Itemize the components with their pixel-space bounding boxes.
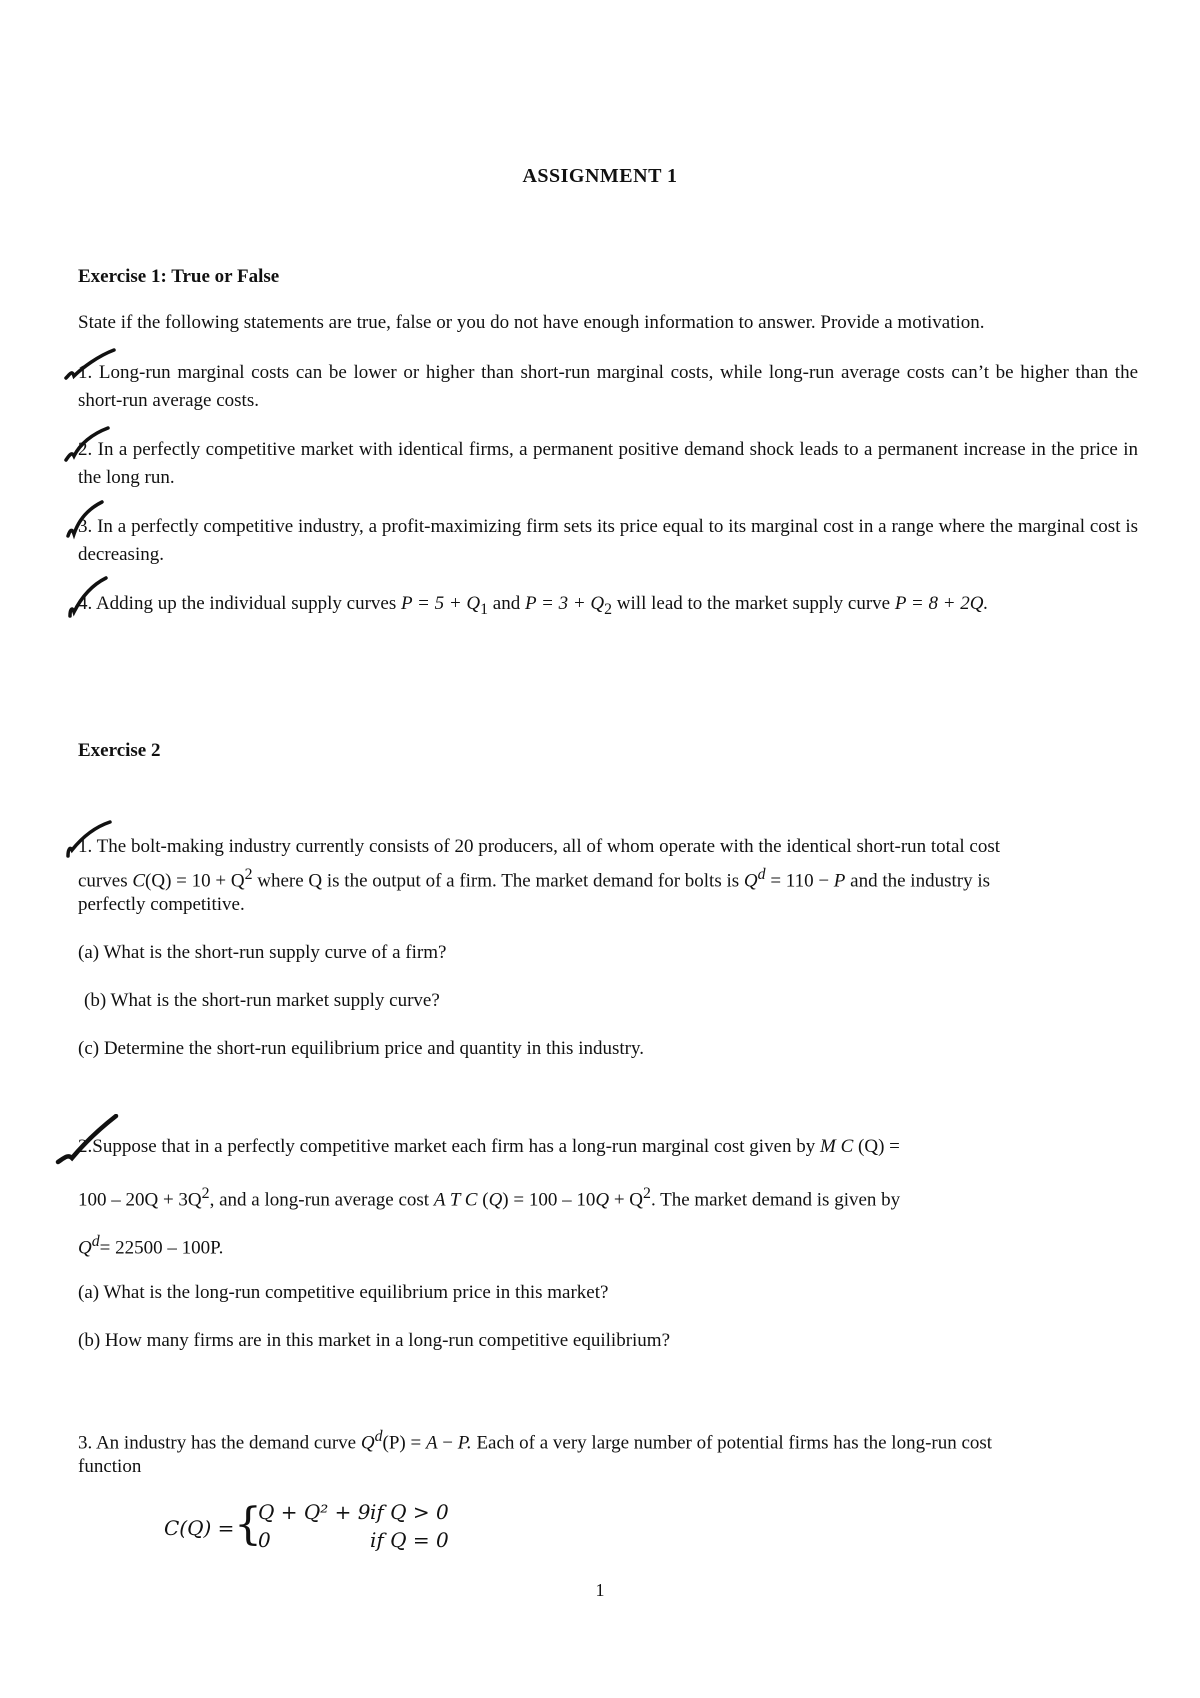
- ex2-q2-atc: A T C: [433, 1189, 478, 1211]
- ex2-q2-mc: M C: [820, 1136, 854, 1157]
- ex2-q1-l2e: and the industry is: [845, 870, 991, 892]
- ex2-q1-line2: [78, 866, 990, 892]
- ex2-q2-number: 2.: [78, 1136, 93, 1157]
- ex2-q1-l2sup: 2: [244, 866, 253, 883]
- ex2-q3-line1: [78, 1428, 992, 1454]
- ex2-q1-qd: Q: [743, 870, 758, 892]
- formula-case-2: 0: [258, 1528, 271, 1552]
- ex2-q1-p: P: [833, 870, 846, 892]
- ex2-q2-l3a: = 22500 – 100P.: [99, 1237, 224, 1259]
- ex1-item-3-number: 3.: [78, 516, 93, 537]
- ex1-item-4-and: and: [488, 593, 525, 614]
- ex2-q3-line2: function: [78, 1456, 142, 1477]
- ex2-q3-P: P.: [457, 1432, 472, 1454]
- ex2-q1-line1-text: The bolt-making industry currently consists of 20 producers, all of whom operate with the identical short-run total cost: [96, 836, 1001, 857]
- ex2-q3-A: A: [425, 1432, 438, 1454]
- ex2-q3-l1b: (P) =: [382, 1432, 426, 1454]
- ex2-q1-part-a: (a) What is the short-run supply curve of a firm?: [78, 942, 447, 963]
- ex1-item-3-text: In a perfectly competitive industry, a profit-maximizing firm sets its price equal to its marginal cost in a range where the marginal cost is decreasing.: [78, 516, 1139, 565]
- formula-case-1: Q + Q² + 9: [258, 1500, 371, 1524]
- ex2-q2-l2sup2: 2: [643, 1185, 651, 1202]
- ex2-q2-q2: Q: [595, 1189, 610, 1211]
- ex1-item-1-text: Long-run marginal costs can be lower or higher than short-run marginal costs, while long-run average costs can’t be higher than the short-run average costs.: [78, 362, 1139, 411]
- ex2-q1-line1: [78, 836, 1000, 858]
- ex1-item-3: [78, 513, 1138, 569]
- ex2-q3-qd: Q: [360, 1432, 375, 1454]
- ex1-item-4-text-b: will lead to the market supply curve: [612, 593, 895, 614]
- ex2-q1-part-c: (c) Determine the short-run equilibrium price and quantity in this industry.: [78, 1038, 644, 1059]
- ex2-q1-l2c: where Q is the output of a firm. The market demand for bolts is: [252, 870, 744, 892]
- ex2-q2-l2d: ) = 100 – 10: [502, 1189, 596, 1211]
- ex2-q2-l2c: (: [477, 1189, 489, 1211]
- ex1-item-4-eq2: P = 3 + Q: [524, 593, 605, 614]
- ex2-q1-l2b: (Q) = 10 + Q: [145, 870, 245, 892]
- exercise-1-intro: State if the following statements are true, false or you do not have enough information to answer. Provide a motivation.: [78, 312, 985, 333]
- ex2-q2-line1: [78, 1136, 900, 1158]
- ex2-q1-line3: perfectly competitive.: [78, 894, 245, 915]
- formula-lhs: C(Q) =: [164, 1516, 235, 1540]
- ex1-item-4-sub1: 1: [480, 600, 489, 618]
- ex2-q2-qd: Q: [78, 1237, 92, 1259]
- ex1-item-4-eq1: P = 5 + Q: [400, 593, 481, 614]
- ex1-item-2-number: 2.: [78, 439, 93, 460]
- ex1-item-4-sub2: 2: [604, 600, 613, 618]
- ex2-q2-l1a: Suppose that in a perfectly competitive market each firm has a long-run marginal cost given by: [92, 1136, 821, 1157]
- ex1-item-2-text: In a perfectly competitive market with identical firms, a permanent positive demand shock leads to a permanent increase in the price in the long run.: [78, 439, 1138, 488]
- ex2-q2-l2b: , and a long-run average cost: [209, 1189, 434, 1211]
- ex1-item-4-number: 4.: [78, 593, 93, 614]
- ex2-q2-l2f: . The market demand is given by: [650, 1189, 901, 1211]
- ex2-q2-l2sup: 2: [201, 1185, 210, 1202]
- ex2-q3-l1c: −: [437, 1432, 458, 1454]
- ex2-q1-cost-symbol: C: [132, 870, 146, 892]
- page-number: 1: [595, 1580, 605, 1600]
- ex2-q1-part-b: (b) What is the short-run market supply curve?: [84, 990, 440, 1011]
- ex1-item-4: [78, 593, 988, 619]
- ex2-q3-qd-sup: d: [374, 1428, 383, 1445]
- ex2-q3-number: 3.: [78, 1432, 93, 1454]
- ex2-q2-part-b: (b) How many firms are in this market in a long-run competitive equilibrium?: [78, 1330, 671, 1351]
- ex2-q2-l2e: + Q: [609, 1189, 644, 1211]
- ex2-q1-l2a: curves: [78, 870, 133, 892]
- ex2-q2-l1b: (Q) =: [853, 1136, 900, 1157]
- ex1-item-1: [78, 359, 1138, 415]
- ex1-item-4-text-a: Adding up the individual supply curves: [95, 593, 401, 614]
- exercise-2-heading: Exercise 2: [78, 740, 161, 761]
- exercise-1-heading: Exercise 1: True or False: [78, 266, 280, 287]
- ex2-q2-l2a: 100 – 20Q + 3Q: [78, 1189, 202, 1211]
- ex2-q1-number: 1.: [78, 836, 93, 857]
- ex1-item-2: [78, 436, 1138, 492]
- ex2-q2-part-a: (a) What is the long-run competitive equilibrium price in this market?: [78, 1282, 609, 1303]
- formula-brace: {: [234, 1499, 262, 1550]
- ex2-q2-q1: Q: [488, 1189, 503, 1211]
- ex2-q3-l1d: Each of a very large number of potential firms has the long-run cost: [471, 1432, 993, 1454]
- ex2-q1-l2d: = 110 −: [765, 870, 834, 892]
- ex1-item-4-eq3: P = 8 + 2Q.: [894, 593, 989, 614]
- formula-condition-1: if Q > 0: [370, 1500, 449, 1524]
- ex2-q2-line2: [78, 1185, 900, 1211]
- formula-condition-2: if Q = 0: [370, 1528, 449, 1552]
- ex2-q2-line3: [78, 1233, 223, 1259]
- assignment-title: ASSIGNMENT 1: [522, 165, 678, 187]
- ex2-q1-qd-sup: d: [757, 866, 766, 883]
- ex1-item-1-number: 1.: [78, 362, 93, 383]
- ex2-q3-l1a: An industry has the demand curve: [92, 1432, 361, 1454]
- ex2-q2-qd-sup: d: [91, 1233, 100, 1250]
